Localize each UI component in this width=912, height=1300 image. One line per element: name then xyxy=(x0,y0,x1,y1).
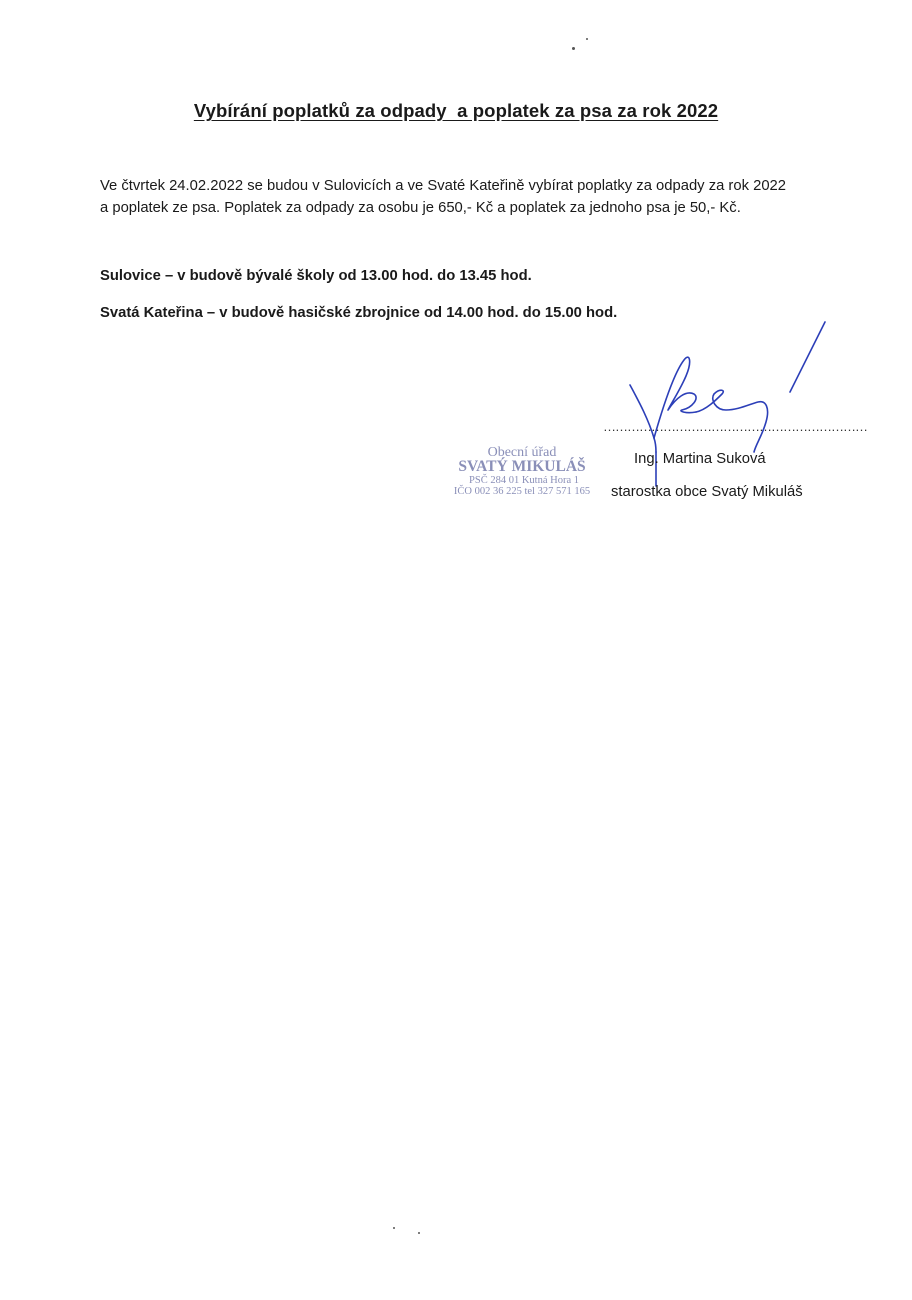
intro-paragraph xyxy=(100,175,830,219)
document-title: Vybírání poplatků za odpady a poplatek za psa za rok 2022 xyxy=(193,100,719,121)
signature-line: ………………………………………………………… xyxy=(603,419,867,434)
stamp-line: IČO 002 36 225 tel 327 571 165 xyxy=(453,486,591,497)
signer-role: starostka obce Svatý Mikuláš xyxy=(611,484,803,500)
stamp-line: PSČ 284 01 Kutná Hora 1 xyxy=(469,475,579,486)
location-svata-katerina: Svatá Kateřina – v budově hasičské zbrojnice od 14.00 hod. do 15.00 hod. xyxy=(100,305,618,321)
location-sulovice: Sulovice – v budově bývalé školy od 13.00 hod. do 13.45 hod. xyxy=(100,268,532,284)
stamp-line: SVATÝ MIKULÁŠ xyxy=(458,458,586,475)
scan-speck xyxy=(418,1232,420,1234)
signer-name: Ing. Martina Suková xyxy=(634,451,766,467)
scan-speck xyxy=(572,47,575,50)
office-stamp xyxy=(440,440,604,504)
scan-speck xyxy=(586,38,588,40)
intro-line: Ve čtvrtek 24.02.2022 se budou v Sulovicích a ve Svaté Kateřině vybírat poplatky za odpady za rok 2022 xyxy=(100,178,787,194)
intro-line: a poplatek ze psa. Poplatek za odpady za osobu je 650,- Kč a poplatek za jednoho psa je 50,- Kč. xyxy=(100,200,741,216)
stamp-line: Obecní úřad xyxy=(487,445,557,460)
scan-speck xyxy=(393,1227,395,1229)
